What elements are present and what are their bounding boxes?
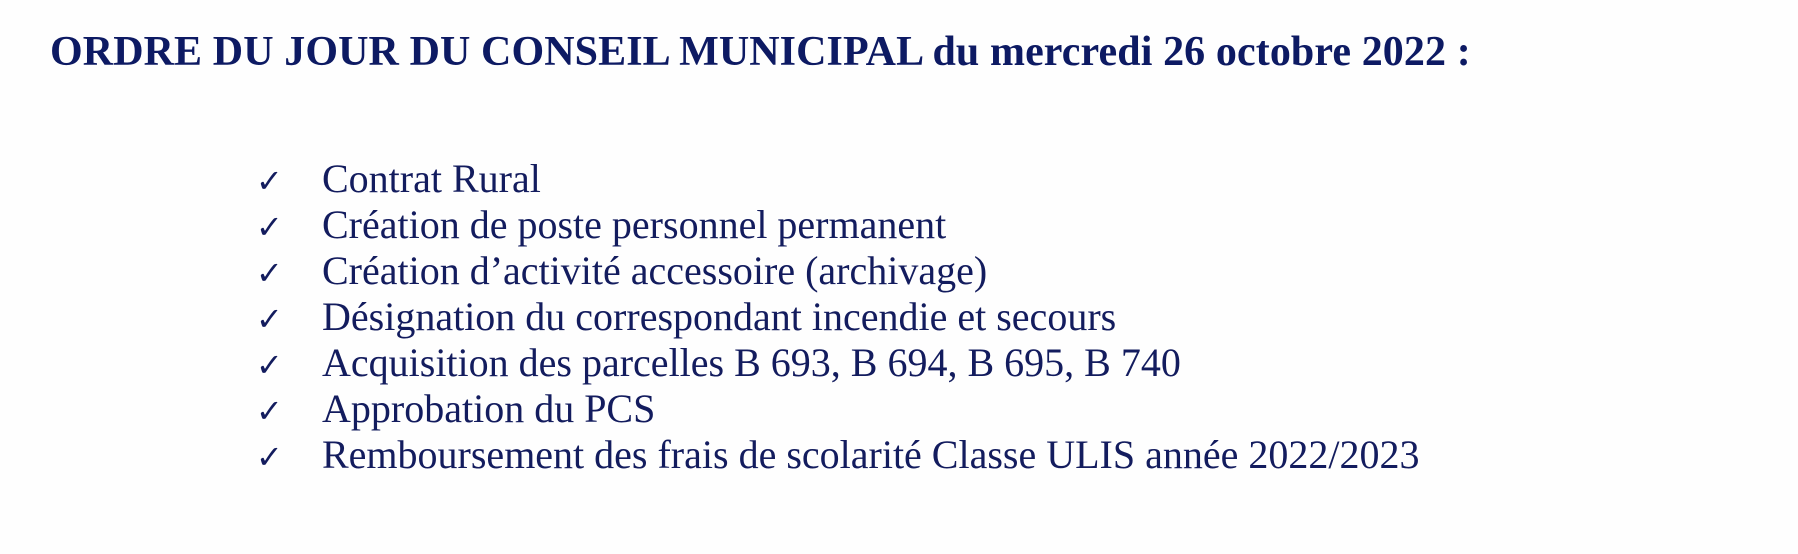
agenda-item-label: Création d’activité accessoire (archivage) xyxy=(322,248,988,293)
checkmark-icon: ✓ xyxy=(256,438,283,476)
agenda-item xyxy=(256,248,1420,294)
checkmark-icon: ✓ xyxy=(256,346,283,384)
checkmark-icon: ✓ xyxy=(256,392,283,430)
agenda-item-label: Contrat Rural xyxy=(322,156,541,201)
agenda-item-label: Désignation du correspondant incendie et secours xyxy=(322,294,1117,339)
agenda-item-label: Remboursement des frais de scolarité Classe ULIS année 2022/2023 xyxy=(322,432,1420,477)
agenda-item-label: Acquisition des parcelles B 693, B 694, B 695, B 740 xyxy=(322,340,1181,385)
agenda-item xyxy=(256,386,1420,432)
agenda-item xyxy=(256,432,1420,478)
agenda-item xyxy=(256,294,1420,340)
agenda-item xyxy=(256,202,1420,248)
agenda-item xyxy=(256,340,1420,386)
checkmark-icon: ✓ xyxy=(256,208,283,246)
agenda-item xyxy=(256,156,1420,202)
checkmark-icon: ✓ xyxy=(256,300,283,338)
agenda-item-label: Approbation du PCS xyxy=(322,386,656,431)
checkmark-icon: ✓ xyxy=(256,254,283,292)
agenda-item-label: Création de poste personnel permanent xyxy=(322,202,947,247)
agenda-list xyxy=(256,156,1420,478)
checkmark-icon: ✓ xyxy=(256,162,283,200)
agenda-title: ORDRE DU JOUR DU CONSEIL MUNICIPAL du mercredi 26 octobre 2022 : xyxy=(50,29,1471,75)
